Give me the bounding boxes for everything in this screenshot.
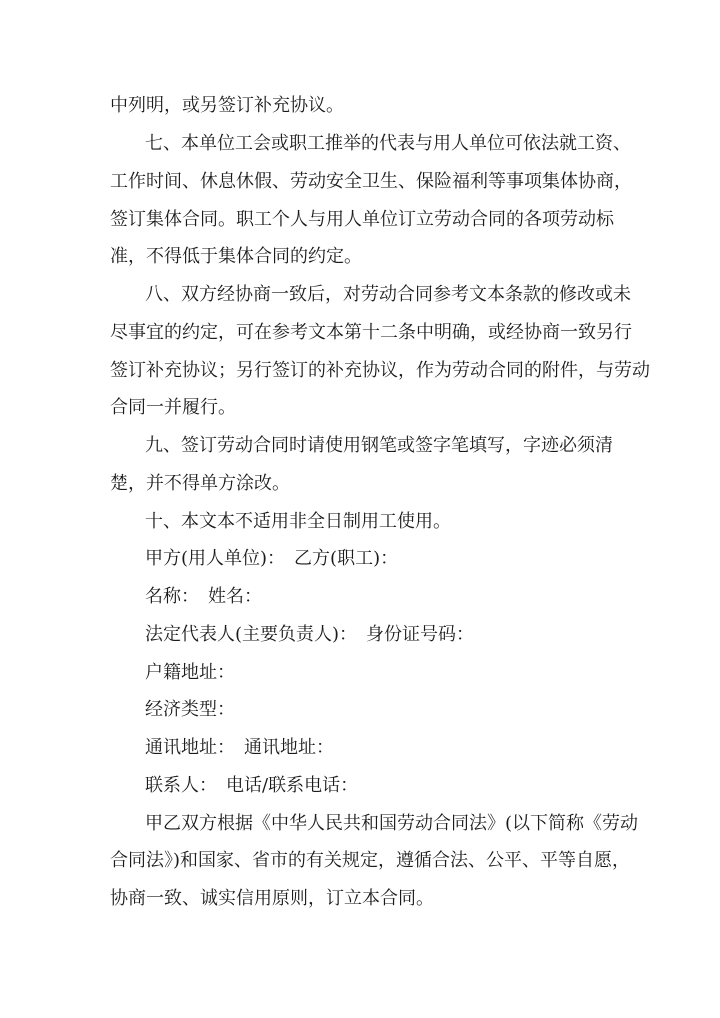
- mailing-address-field-line: 通讯地址： 通讯地址：: [145, 737, 334, 758]
- text-line: 准，不得低于集体合同的约定。: [110, 246, 362, 267]
- text-line: 中列明，或另签订补充协议。: [110, 95, 344, 116]
- text-line: 合同法》)和国家、省市的有关规定，遵循合法、公平、平等自愿，: [110, 850, 631, 871]
- representative-field-line: 法定代表人(主要负责人)： 身份证号码：: [145, 624, 475, 645]
- household-address-field-line: 户籍地址：: [145, 662, 235, 683]
- clause-10-line: 十、本文本不适用非全日制用工使用。: [145, 511, 451, 532]
- text-line: 合同一并履行。: [110, 397, 236, 418]
- party-header-line: 甲方(用人单位)： 乙方(职工)：: [145, 548, 399, 569]
- clause-9-line: 九、签订劳动合同时请使用钢笔或签字笔填写，字迹必须清: [145, 435, 613, 456]
- preamble-line: 甲乙双方根据《中华人民共和国劳动合同法》(以下简称《劳动: [145, 813, 639, 834]
- text-line: 尽事宜的约定，可在参考文本第十二条中明确，或经协商一致另行: [110, 322, 632, 343]
- clause-8-line: 八、双方经协商一致后，对劳动合同参考文本条款的修改或未: [145, 284, 631, 305]
- text-line: 签订补充协议；另行签订的补充协议，作为劳动合同的附件，与劳动: [110, 360, 650, 381]
- text-line: 签订集体合同。职工个人与用人单位订立劳动合同的各项劳动标: [110, 209, 614, 230]
- text-line: 协商一致、诚实信用原则，订立本合同。: [110, 888, 434, 909]
- text-line: 工作时间、休息休假、劳动安全卫生、保险福利等事项集体协商，: [110, 171, 632, 192]
- contact-field-line: 联系人： 电话/联系电话：: [145, 775, 359, 796]
- name-field-line: 名称： 姓名：: [145, 586, 262, 607]
- text-line: 楚，并不得单方涂改。: [110, 473, 290, 494]
- economic-type-field-line: 经济类型：: [145, 699, 235, 720]
- clause-7-line: 七、本单位工会或职工推举的代表与用人单位可依法就工资、: [145, 133, 631, 154]
